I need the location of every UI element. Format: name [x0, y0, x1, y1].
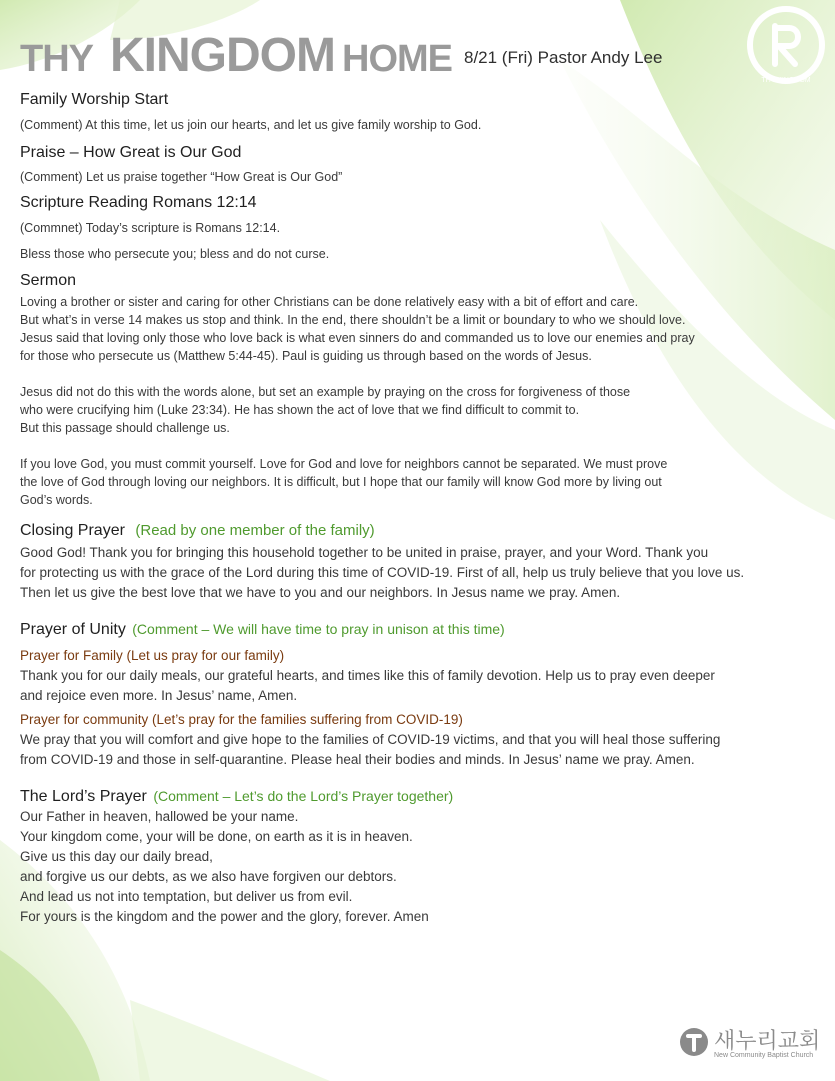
prayer-of-unity-note: (Comment – We will have time to pray in unison at this time) [132, 621, 505, 637]
prayer-of-unity-heading [20, 619, 825, 640]
thy-kingdom-logo-icon [745, 4, 827, 86]
prayer-for-community-heading: Prayer for community (Let’s pray for the families suffering from COVID-19) [20, 712, 463, 727]
closing-prayer-note: (Read by one member of the family) [135, 522, 375, 539]
closing-prayer-line: Good God! Thank you for bringing this household together to be united in praise, prayer, and your Word. Thank you [20, 545, 709, 560]
sermon-line: Jesus said that loving only those who love back is what even sinners do and commanded us to love our enemies and pray [20, 331, 695, 345]
scripture-verse: Bless those who persecute you; bless and do not curse. [20, 247, 330, 261]
closing-prayer-title: Closing Prayer [20, 522, 125, 539]
closing-prayer-heading [20, 521, 825, 541]
closing-prayer-text [20, 543, 825, 603]
church-logo [678, 1022, 828, 1068]
sermon-line: If you love God, you must commit yourself. Love for God and love for neighbors cannot be separated. We must prove [20, 457, 668, 471]
sermon-line: But what’s in verse 14 makes us stop and think. In the end, there shouldn’t be a limit or boundary to who we should love. [20, 313, 686, 327]
prayer-for-family-line: Thank you for our daily meals, our grateful hearts, and times like this of family devotion. Help us to pray even deeper [20, 668, 715, 683]
prayer-of-unity-title: Prayer of Unity [20, 621, 126, 638]
prayer-for-family-heading: Prayer for Family (Let us pray for our family) [20, 648, 285, 663]
sermon-line: the love of God through loving our neighbors. It is difficult, but I hope that our family will know God more by living out [20, 475, 662, 489]
lords-prayer-line: Our Father in heaven, hallowed be your name. [20, 809, 299, 824]
sermon-heading: Sermon [20, 272, 77, 289]
church-name-english: New Community Baptist Church [714, 1052, 814, 1059]
sermon-line: who were crucifying him (Luke 23:34). He has shown the act of love that we find difficult to commit to. [20, 403, 580, 417]
title-kingdom: KINGDOM [110, 29, 335, 82]
lords-prayer-line: Give us this day our daily bread, [20, 849, 213, 864]
worship-start-heading: Family Worship Start [20, 91, 169, 108]
sermon-paragraph-2 [20, 383, 825, 437]
prayer-for-family-line: and rejoice even more. In Jesus’ name, Amen. [20, 688, 298, 703]
scripture-heading: Scripture Reading Romans 12:14 [20, 194, 257, 211]
date-pastor-subtitle: 8/21 (Fri) Pastor Andy Lee [464, 48, 663, 67]
closing-prayer-line: Then let us give the best love that we have to you and our neighbors. In Jesus name we pray. Amen. [20, 585, 621, 600]
sermon-paragraph-3 [20, 455, 825, 509]
prayer-for-community-line: We pray that you will comfort and give hope to the families of COVID-19 victims, and that you will heal those suffering [20, 732, 721, 747]
church-emblem-icon [678, 1026, 710, 1058]
prayer-for-community-line: from COVID-19 and those in self-quarantine. Please heal their bodies and minds. In Jesus’ name we pray. Amen. [20, 752, 695, 767]
praise-heading: Praise – How Great is Our God [20, 144, 242, 161]
title-thy: THY [20, 38, 93, 80]
lords-prayer-line: and forgive us our debts, as we also have forgiven our debtors. [20, 869, 397, 884]
lords-prayer-line: Your kingdom come, your will be done, on earth as it is in heaven. [20, 829, 413, 844]
church-name-korean: 새누리교회 [714, 1028, 821, 1053]
lords-prayer-text [20, 807, 825, 927]
worship-content [20, 90, 825, 927]
worship-start-comment: (Comment) At this time, let us join our hearts, and let us give family worship to God. [20, 118, 482, 132]
sermon-paragraph-1 [20, 293, 825, 365]
lords-prayer-note: (Comment – Let’s do the Lord’s Prayer together) [153, 788, 454, 804]
lords-prayer-title: The Lord’s Prayer [20, 788, 147, 805]
lords-prayer-line: And lead us not into temptation, but deliver us from evil. [20, 889, 353, 904]
title-home: HOME [342, 38, 452, 80]
praise-comment: (Comment) Let us praise together “How Great is Our God” [20, 170, 343, 184]
scripture-comment: (Commnet) Today’s scripture is Romans 12:14. [20, 221, 281, 235]
sermon-line: Loving a brother or sister and caring for other Christians can be done relatively easy with a bit of effort and care. [20, 295, 639, 309]
sermon-line: Jesus did not do this with the words alone, but set an example by praying on the cross for forgiveness of those [20, 385, 631, 399]
sermon-line: But this passage should challenge us. [20, 421, 230, 435]
sermon-line: God’s words. [20, 493, 93, 507]
sermon-line: for those who persecute us (Matthew 5:44-45). Paul is guiding us through based on the words of Jesus. [20, 349, 592, 363]
closing-prayer-line: for protecting us with the grace of the Lord during this time of COVID-19. First of all, help us truly believe that you love us. [20, 565, 745, 580]
lords-prayer-line: For yours is the kingdom and the power and the glory, forever. Amen [20, 909, 429, 924]
svg-text:THY KINGDOM: THY KINGDOM [761, 77, 811, 84]
lords-prayer-heading [20, 786, 825, 807]
